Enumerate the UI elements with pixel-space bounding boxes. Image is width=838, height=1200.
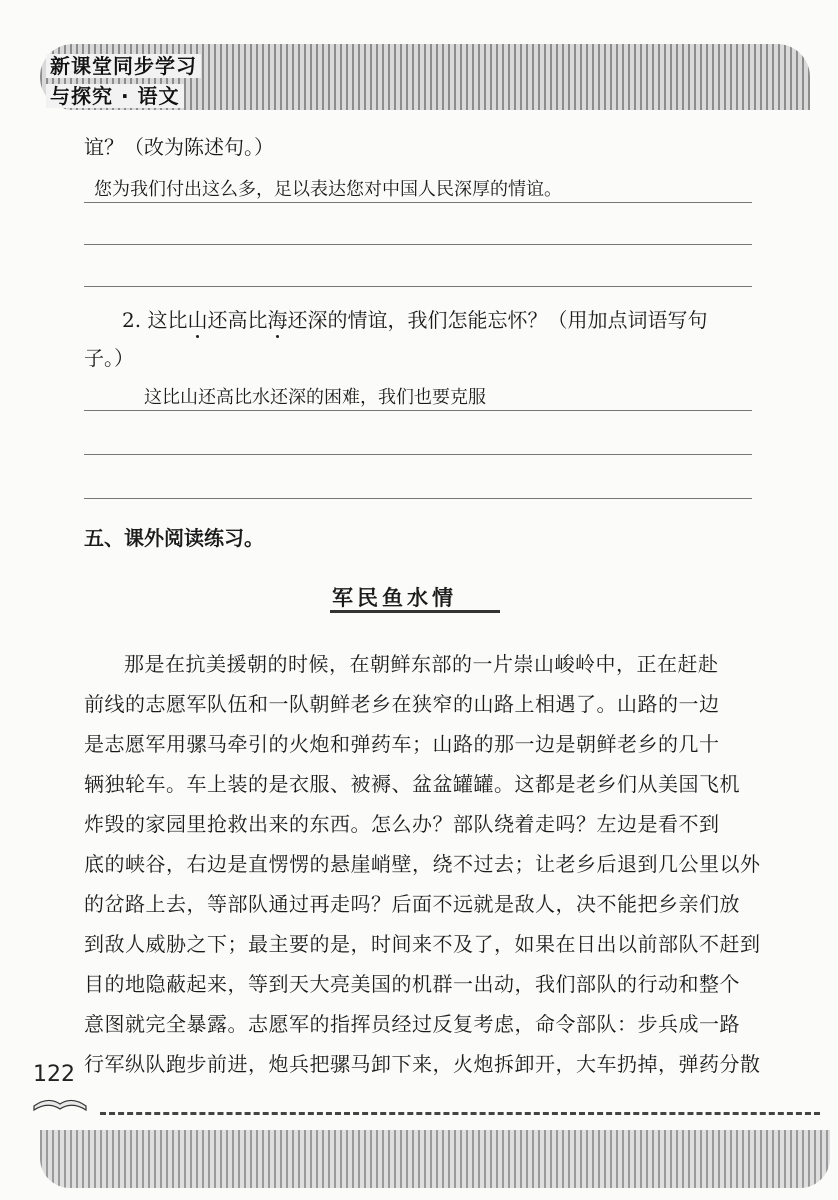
story-line: 是志愿军用骡马牵引的火炮和弹药车；山路的那一边是朝鲜老乡的几十 (84, 732, 720, 756)
story-line: 炸毁的家园里抢救出来的东西。怎么办？部队绕着走吗？左边是看不到 (84, 812, 720, 836)
story-line: 前线的志愿军队伍和一队朝鲜老乡在狭窄的山路上相遇了。山路的一边 (84, 692, 720, 716)
story-line: 行军纵队跑步前进，炮兵把骡马卸下来，火炮拆卸开，大车扔掉，弹药分散 (84, 1052, 761, 1076)
section-heading: 五、课外阅读练习。 (84, 526, 264, 550)
book-series-title: 新课堂同步学习 (46, 54, 201, 78)
story-line: 底的峡谷，右边是直愣愣的悬崖峭壁，绕不过去；让老乡后退到几公里以外 (84, 852, 761, 876)
answer-line (84, 286, 752, 287)
q2-prompt: 2. 这比山还高比海还深的情谊，我们怎能忘怀？（用加点词语写句 (122, 308, 708, 332)
answer-line (84, 202, 752, 203)
story-line: 辆独轮车。车上装的是衣服、被褥、盆盆罐罐。这都是老乡们从美国飞机 (84, 772, 740, 796)
answer-line (84, 498, 752, 499)
answer-line (84, 454, 752, 455)
open-book-icon (30, 1092, 90, 1112)
page-number: 122 (33, 1062, 75, 1087)
answer-line (84, 244, 752, 245)
story-line: 到敌人威胁之下；最主要的是，时间来不及了，如果在日出以前部队不赶到 (84, 932, 761, 956)
footer-banner (40, 1130, 830, 1188)
q1-answer: 您为我们付出这么多，足以表达您对中国人民深厚的情谊。 (94, 179, 562, 200)
answer-line (84, 410, 752, 411)
story-line: 目的地隐蔽起来，等到天大亮美国的机群一出动，我们部队的行动和整个 (84, 972, 740, 996)
story-line: 那是在抗美援朝的时候，在朝鲜东部的一片崇山峻岭中，正在赶赴 (124, 652, 719, 676)
q2-answer: 这比山还高比水还深的困难，我们也要克服 (144, 387, 486, 408)
story-title: 军民鱼水情 (332, 585, 457, 610)
title-underline (330, 610, 500, 613)
q1-prompt: 谊？（改为陈述句。） (84, 135, 274, 159)
story-line: 的岔路上去，等部队通过再走吗？后面不远就是敌人，决不能把乡亲们放 (84, 892, 740, 916)
book-subject-title: 与探究 · 语文 (46, 80, 184, 109)
footer-dashed-line (100, 1112, 820, 1115)
q2-prompt-continued: 子。） (84, 346, 134, 370)
story-line: 意图就完全暴露。志愿军的指挥员经过反复考虑，命令部队：步兵成一路 (84, 1012, 740, 1036)
